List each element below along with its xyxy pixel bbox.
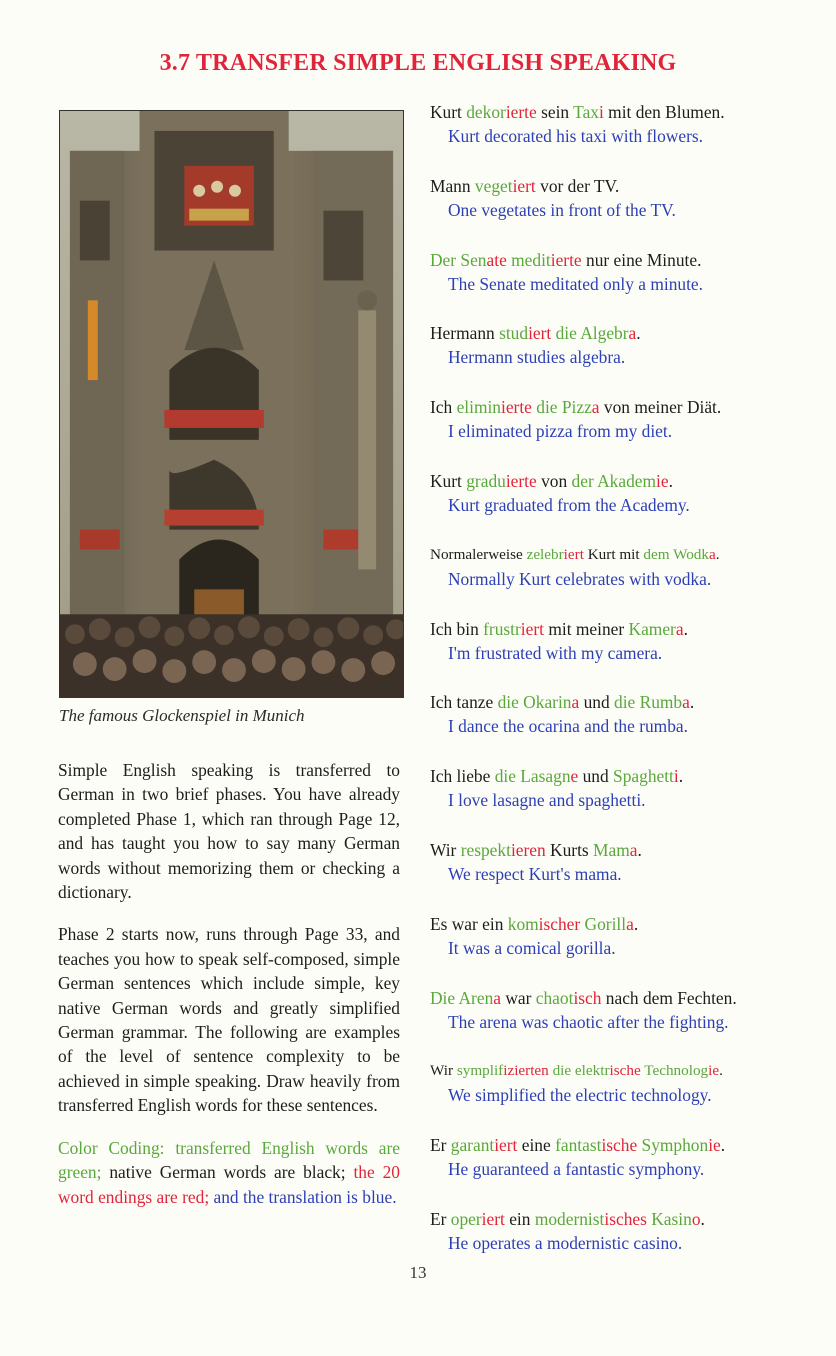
german-sentence [430, 690, 810, 714]
sentence-pair [430, 690, 810, 764]
german-segment: ische [601, 1135, 638, 1156]
german-segment: a [708, 545, 716, 563]
german-sentence [430, 543, 810, 567]
german-segment: Kurts [545, 839, 594, 860]
german-sentence [430, 469, 810, 493]
german-segment: isches [604, 1208, 647, 1229]
german-segment: dem Wodk [643, 545, 709, 563]
sentence-pair [430, 469, 810, 543]
german-segment: und [578, 766, 614, 787]
german-segment: e [570, 766, 579, 787]
english-translation: I eliminated pizza from my diet. [448, 421, 673, 442]
english-translation: Normally Kurt celebrates with vodka. [448, 568, 712, 589]
sentence-pair [430, 174, 810, 248]
german-segment: von [536, 470, 572, 491]
german-segment: ie [708, 1062, 720, 1080]
sentence-pair [430, 1059, 810, 1133]
german-segment: fantast [555, 1135, 602, 1156]
german-segment: Kurt mit [583, 545, 644, 563]
color-coding-legend [58, 1136, 400, 1209]
german-segment: o [691, 1208, 701, 1229]
german-segment: symplif [456, 1062, 504, 1080]
german-segment: Tax [573, 102, 599, 122]
german-segment: Hermann [430, 323, 500, 344]
german-segment: die Okarin [497, 692, 572, 713]
german-segment: Wir [430, 1062, 457, 1080]
german-segment: ierte [505, 470, 537, 491]
german-segment: elimin [456, 397, 501, 418]
german-segment: vor der TV. [535, 175, 620, 196]
english-translation: I dance the ocarina and the rumba. [448, 716, 688, 737]
german-segment: Spaghett [613, 766, 674, 787]
german-sentence [430, 764, 810, 788]
german-segment: a [493, 987, 501, 1008]
legend-segment: and the translation is blue. [209, 1186, 397, 1207]
german-segment: Technolog [640, 1062, 709, 1080]
legend-segment: Color Coding: [58, 1137, 176, 1158]
german-segment: die Algebr [551, 323, 629, 344]
german-segment: . [683, 618, 688, 639]
english-translation: I love lasagne and spaghetti. [448, 790, 646, 811]
english-translation: It was a comical gorilla. [448, 937, 616, 958]
german-segment: . [636, 323, 641, 344]
german-segment: mit meiner [543, 618, 629, 639]
german-sentence [430, 838, 810, 862]
german-segment: izierten [503, 1062, 549, 1080]
sentence-pair [430, 100, 810, 174]
german-segment: . [637, 839, 642, 860]
sentence-pair [430, 912, 810, 986]
german-segment: iert [512, 175, 536, 196]
german-sentence [430, 321, 810, 345]
german-segment: Kasin [646, 1208, 692, 1229]
german-segment: der Akadem [571, 470, 657, 491]
german-segment: Gorill [580, 913, 627, 934]
german-segment: iert [481, 1208, 505, 1229]
intro-paragraph-2: Phase 2 starts now, runs through Page 33, and teaches you how to speak self-composed, simple German sentences which include simple, key native German words and greatly simplified German grammar. The following are examples of the level of sentence complexity to be achieved in simple speaking. Draw heavily from transferred English words for these sentences. [58, 924, 400, 1116]
german-segment: kom [507, 913, 539, 934]
german-sentence [430, 1207, 810, 1231]
german-segment: Wir [430, 839, 461, 860]
german-segment: von meiner Diät. [599, 397, 722, 418]
german-segment: sein [536, 102, 574, 122]
german-segment: a [629, 839, 638, 860]
german-segment: Kurt [430, 102, 467, 122]
german-segment: ischer [538, 913, 581, 934]
english-translation: One vegetates in front of the TV. [448, 199, 676, 220]
english-translation: I'm frustrated with my camera. [448, 642, 663, 663]
sentence-pair [430, 764, 810, 838]
german-segment: ie [708, 1135, 721, 1156]
sentence-pair [430, 617, 810, 691]
german-segment: die elektr [548, 1062, 610, 1080]
german-segment: medit [506, 249, 551, 270]
german-segment: a [675, 618, 684, 639]
german-segment: Ich bin [430, 618, 484, 639]
german-sentence [430, 912, 810, 936]
legend-segment: transferred English words are green; [58, 1137, 401, 1183]
german-segment: . [715, 545, 720, 563]
german-segment: ische [609, 1062, 641, 1080]
german-segment: a [682, 692, 690, 713]
english-translation: He operates a modernistic casino. [448, 1232, 683, 1253]
german-segment: war [501, 987, 536, 1008]
german-segment: die Rumb [614, 692, 683, 713]
german-sentence [430, 174, 810, 198]
german-sentence [430, 1059, 810, 1083]
german-segment: nach dem Fechten. [601, 987, 737, 1008]
german-segment: stud [499, 323, 529, 344]
photo-caption: The famous Glockenspiel in Munich [59, 706, 305, 725]
german-segment: dekor [466, 102, 506, 122]
english-translation: Kurt decorated his taxi with flowers. [448, 126, 703, 146]
english-translation: He guaranteed a fantastic symphony. [448, 1159, 705, 1180]
sentence-pair [430, 395, 810, 469]
german-sentence [430, 617, 810, 641]
english-translation: Kurt graduated from the Academy. [448, 494, 690, 515]
german-segment: . [678, 766, 684, 787]
german-segment: iert [520, 618, 544, 639]
german-segment: a [571, 692, 580, 713]
german-segment: Symphon [637, 1135, 709, 1156]
german-sentence [430, 395, 810, 419]
german-segment: ate [486, 249, 507, 270]
german-segment: veget [474, 175, 513, 196]
german-segment: Normalerweise [430, 545, 527, 563]
german-segment: nur eine Minute. [581, 249, 702, 270]
german-segment: iert [494, 1135, 518, 1156]
german-segment: zelebr [526, 545, 564, 563]
german-segment: Kamer [628, 618, 676, 639]
german-segment: Ich [430, 397, 457, 418]
german-segment: . [668, 470, 673, 491]
german-segment: iert [563, 545, 584, 563]
german-segment: Der Sen [430, 249, 487, 270]
german-segment: ieren [510, 839, 546, 860]
english-translation: The arena was chaotic after the fighting. [448, 1011, 729, 1032]
german-segment: chaot [535, 987, 574, 1008]
german-segment: respekt [460, 839, 511, 860]
german-segment: ierte [550, 249, 582, 270]
intro-paragraph-1: Simple English speaking is transferred to German in two brief phases. You have already completed Phase 1, which ran through Page 12, and has taught you how to say many German words without memorizing them or checking a dictionary. [58, 760, 400, 903]
german-sentence [430, 248, 810, 272]
german-segment: a [628, 323, 637, 344]
german-sentence [430, 100, 810, 124]
sentence-pair [430, 986, 810, 1060]
german-segment: . [700, 1208, 705, 1229]
german-segment: a [626, 913, 634, 934]
english-translation: We respect Kurt's mama. [448, 863, 622, 884]
intro-text [58, 758, 400, 1227]
german-segment: modernist [534, 1208, 605, 1229]
german-segment: . [719, 1062, 723, 1080]
german-segment: Er [430, 1208, 451, 1229]
sentence-pair [430, 1133, 810, 1207]
german-segment: . [689, 692, 695, 713]
german-segment: ie [656, 470, 669, 491]
example-sentences [430, 100, 810, 1281]
english-translation: The Senate meditated only a minute. [448, 273, 703, 294]
german-segment: oper [450, 1208, 482, 1229]
german-segment: iert [528, 323, 552, 344]
german-segment: isch [573, 987, 602, 1008]
sentence-pair [430, 838, 810, 912]
german-sentence [430, 1133, 810, 1157]
german-segment: Kurt [430, 470, 467, 491]
german-segment: i [598, 102, 604, 122]
english-translation: We simplified the electric technology. [448, 1085, 712, 1106]
german-sentence [430, 986, 810, 1010]
english-translation: Hermann studies algebra. [448, 347, 626, 368]
german-segment: ierte [501, 397, 532, 418]
sentence-pair [430, 543, 810, 617]
german-segment: Ich liebe [430, 766, 495, 787]
page-number: 13 [409, 1263, 427, 1282]
german-segment: i [673, 766, 679, 787]
german-segment: Mam [593, 839, 630, 860]
german-segment: die Lasagn [494, 766, 571, 787]
german-segment: Ich tanze [430, 692, 498, 713]
german-segment: garant [450, 1135, 495, 1156]
german-segment: Mann [430, 175, 475, 196]
german-segment: frustr [483, 618, 521, 639]
legend-segment: the 20 word endings are red; [58, 1162, 400, 1207]
sentence-pair [430, 248, 810, 322]
page-title: 3.7 TRANSFER SIMPLE ENGLISH SPEAKING [159, 50, 677, 76]
german-segment: Die Aren [430, 987, 494, 1008]
legend-segment: native German words are black; [101, 1162, 346, 1183]
german-segment: und [579, 692, 614, 713]
german-segment: gradu [466, 470, 506, 491]
sentence-pair [430, 321, 810, 395]
german-segment: mit den Blumen. [603, 102, 725, 122]
german-segment: die Pizz [531, 397, 592, 418]
german-segment: Er [430, 1135, 451, 1156]
german-segment: eine [517, 1135, 556, 1156]
german-segment: . [720, 1135, 726, 1156]
glockenspiel-photo [59, 110, 404, 698]
german-segment: ein [504, 1208, 535, 1229]
german-segment: . [633, 913, 639, 934]
german-segment: ierte [505, 102, 537, 122]
german-segment: Es war ein [430, 913, 508, 934]
german-segment: a [591, 397, 600, 418]
